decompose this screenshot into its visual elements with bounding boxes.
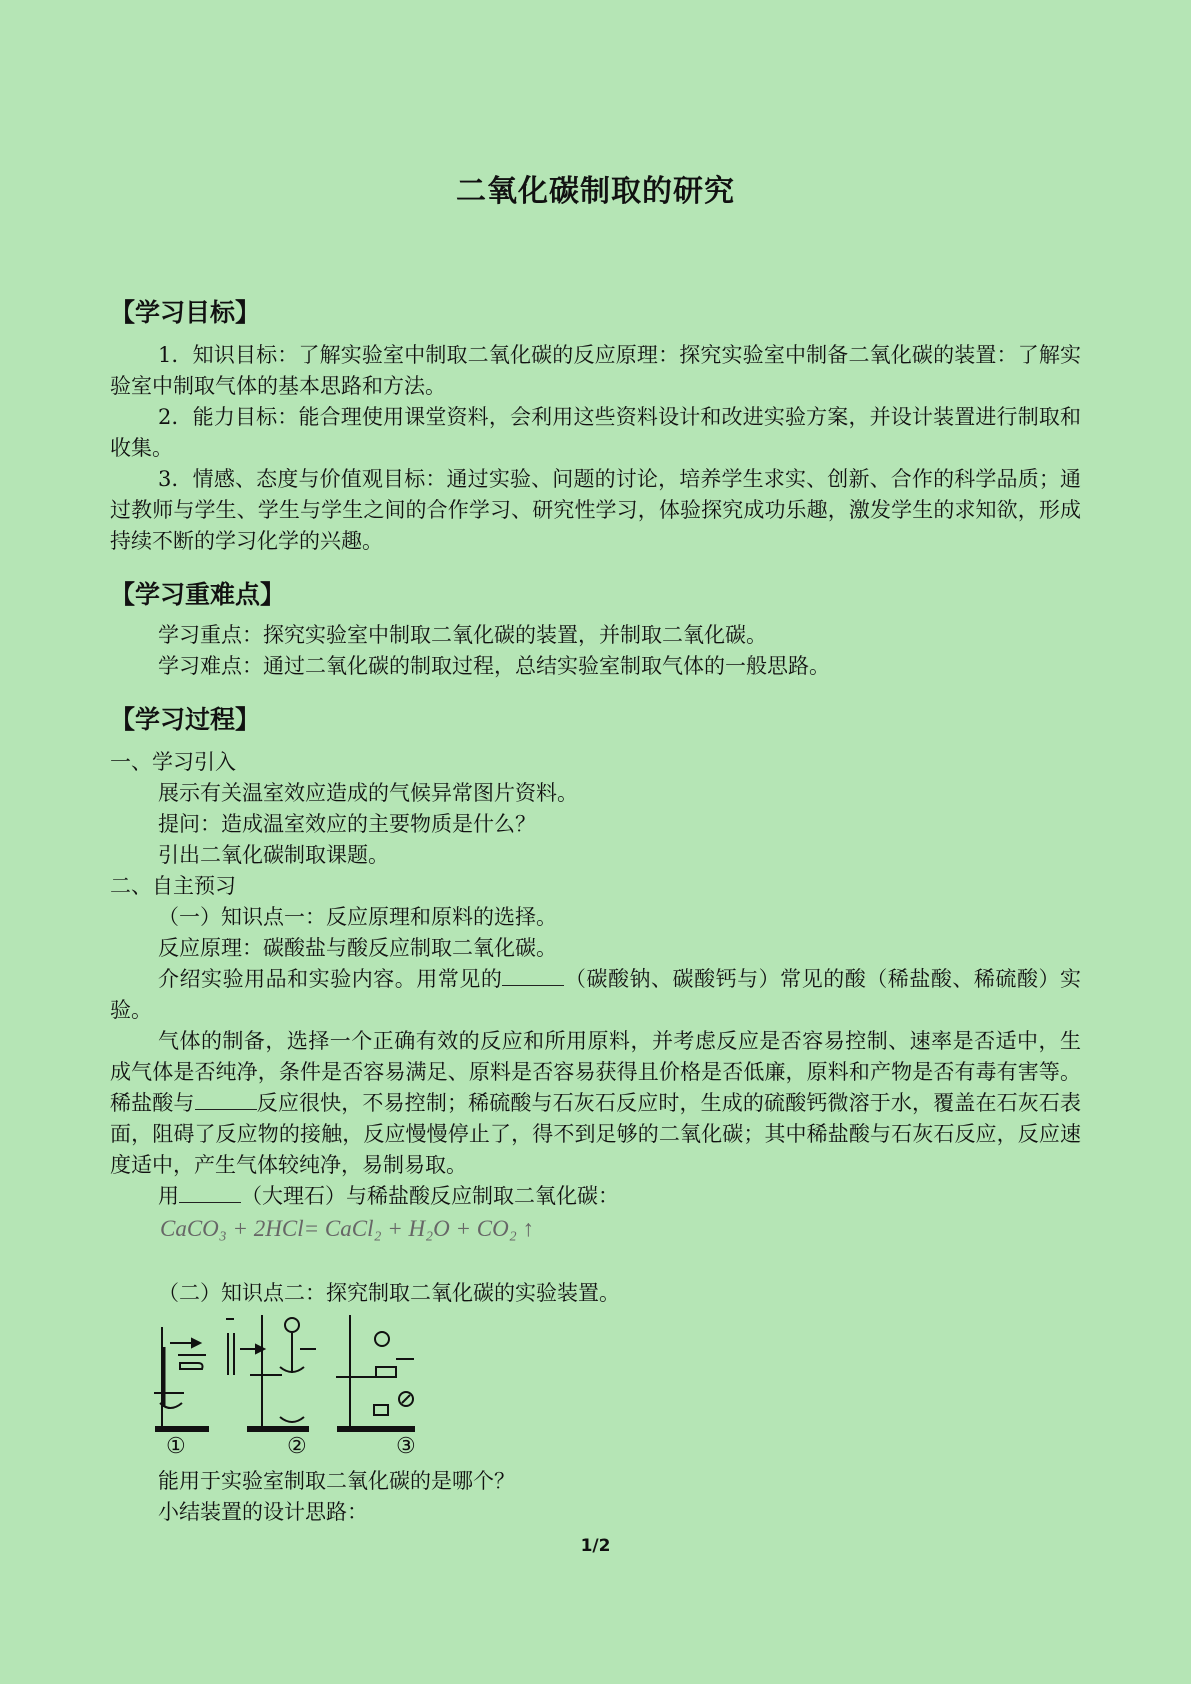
page-number: 1/2: [580, 1536, 611, 1556]
apparatus-1: [154, 1327, 208, 1431]
objective-1: 1．知识目标：了解实验室中制取二氧化碳的反应原理：探究实验室中制备二氧化碳的装置：了解实验室中制取气体的基本思路和方法。: [110, 343, 1081, 398]
apparatus-3: [336, 1315, 414, 1431]
materials-intro: [110, 964, 1081, 1026]
reaction-principle: 反应原理：碳酸盐与酸反应制取二氧化碳。: [158, 936, 557, 960]
knowledge-point-2: （二）知识点二：探究制取二氧化碳的实验装置。: [158, 1281, 620, 1305]
fill-blank: [502, 965, 564, 986]
question-line: 能用于实验室制取二氧化碳的是哪个？: [158, 1469, 515, 1493]
part1-line-3: 引出二氧化碳制取课题。: [158, 843, 389, 867]
chemical-equation: CaCO₃ + 2HCl= CaCl₂ + H₂O + CO₂ ↑: [160, 1216, 534, 1241]
objective-2: 2．能力目标：能合理使用课堂资料，会利用这些资料设计和改进实验方案，并设计装置进行制取和收集。: [110, 405, 1081, 460]
apparatus-diagram: [140, 1303, 460, 1433]
materials-intro-a: 介绍实验用品和实验内容。用常见的: [158, 967, 503, 991]
apparatus-2: [226, 1315, 316, 1431]
apparatus-label-3: ③: [396, 1434, 416, 1459]
gas-preparation-a: 气体的制备，选择一个正确有效的反应和所用原料，并考虑反应是否容易控制、速率是否适中，生成气体是否纯净，条件是否容易满足、原料是否容易获得且价格是否低廉，原料和产物是否有毒有害等。稀盐酸与: [110, 1029, 1081, 1115]
objective-3: 3．情感、态度与价值观目标：通过实验、问题的讨论，培养学生求实、创新、合作的科学品质；通过教师与学生、学生与学生之间的合作学习、研究性学习，体验探究成功乐趣，激发学生的求知欲，形成持续不断的学习化学的兴趣。: [110, 467, 1081, 553]
page-title: 二氧化碳制取的研究: [456, 174, 735, 209]
keypoint-focus: 学习重点：探究实验室中制取二氧化碳的装置，并制取二氧化碳。: [158, 623, 767, 647]
section-heading-keypoints: 【学习重难点】: [110, 580, 286, 609]
reaction-statement: [158, 1181, 619, 1212]
summary-line: 小结装置的设计思路：: [158, 1500, 368, 1524]
part1-line-1: 展示有关温室效应造成的气候异常图片资料。: [158, 781, 578, 805]
apparatus-label-2: ②: [287, 1434, 307, 1459]
section-heading-process: 【学习过程】: [110, 705, 261, 734]
apparatus-label-1: ①: [166, 1434, 186, 1459]
fill-blank: [195, 1089, 257, 1110]
section-heading-objectives: 【学习目标】: [110, 298, 261, 327]
knowledge-point-1: （一）知识点一：反应原理和原料的选择。: [158, 905, 557, 929]
reaction-statement-b: （大理石）与稀盐酸反应制取二氧化碳：: [241, 1184, 619, 1208]
part1-heading: 一、学习引入: [110, 750, 236, 774]
gas-preparation-b: 反应很快，不易控制；稀硫酸与石灰石反应时，生成的硫酸钙微溶于水，覆盖在石灰石表面，阻碍了反应物的接触，反应慢慢停止了，得不到足够的二氧化碳；其中稀盐酸与石灰石反应，反应速度适中，产生气体较纯净，易制易取。: [110, 1091, 1082, 1177]
fill-blank: [179, 1182, 241, 1203]
reaction-statement-a: 用: [158, 1184, 179, 1208]
gas-preparation-paragraph: [110, 1026, 1081, 1181]
materials-intro-b: （碳酸钠、碳酸钙与）常见的酸（稀盐酸、稀硫酸）实验。: [110, 967, 1082, 1022]
keypoint-difficulty: 学习难点：通过二氧化碳的制取过程，总结实验室制取气体的一般思路。: [158, 654, 830, 678]
part1-line-2: 提问：造成温室效应的主要物质是什么？: [158, 812, 536, 836]
part2-heading: 二、自主预习: [110, 874, 236, 898]
